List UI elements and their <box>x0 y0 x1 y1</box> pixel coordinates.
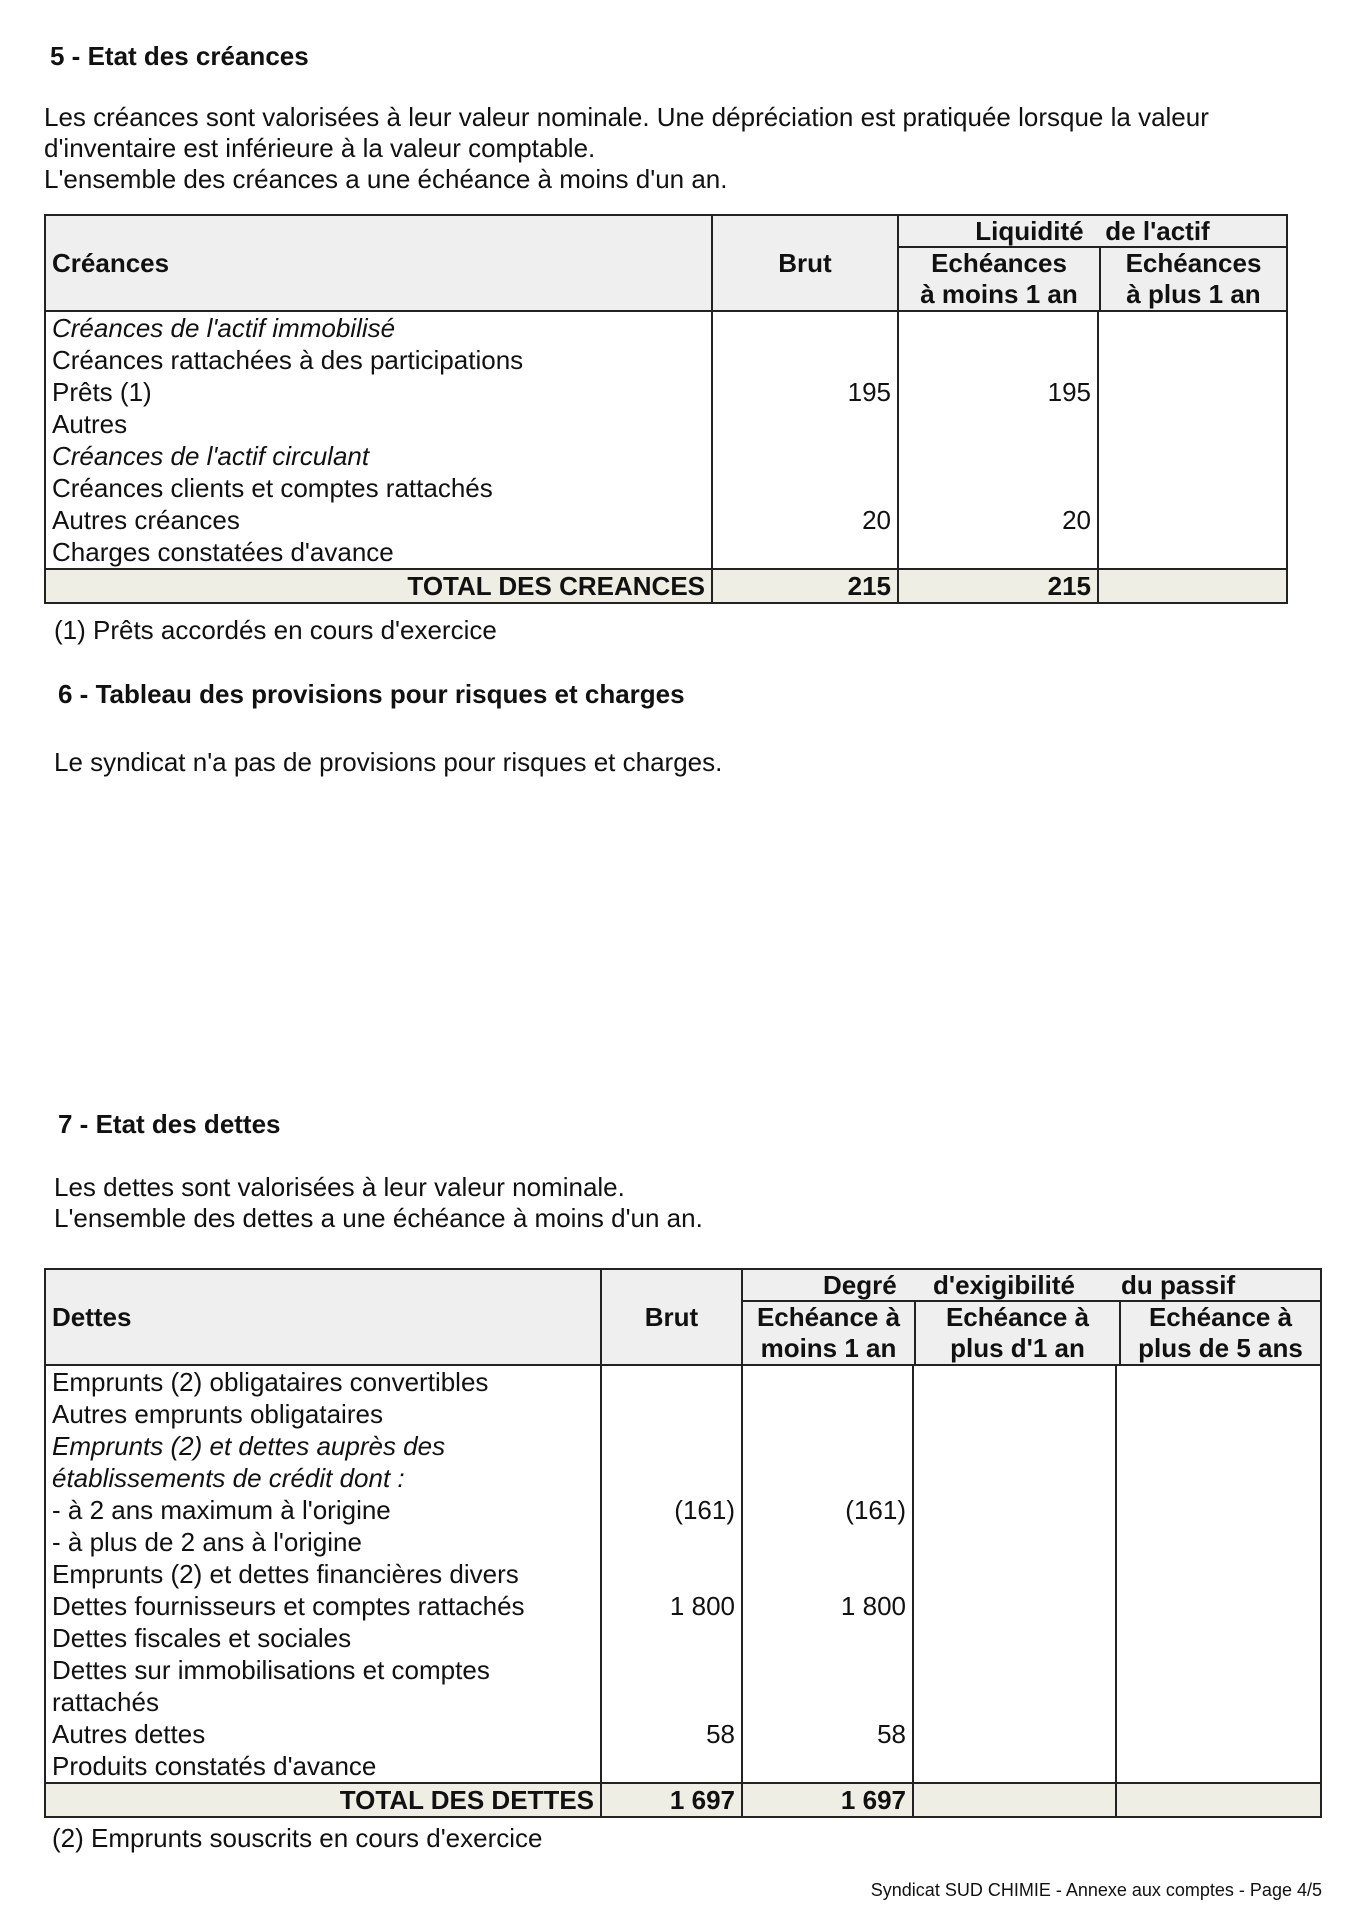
row-value-brut <box>712 311 898 344</box>
row-value-c <box>1116 1526 1321 1558</box>
row-value-b <box>913 1558 1116 1590</box>
row-value-a <box>742 1398 913 1430</box>
table-row <box>45 472 1287 504</box>
header-plus-1-an <box>916 1302 1121 1364</box>
row-value-plus <box>1098 311 1287 344</box>
row-value-a <box>742 1558 913 1590</box>
row-value-b <box>913 1526 1116 1558</box>
table-row <box>45 1622 1321 1654</box>
creances-header-row <box>45 215 1287 311</box>
row-value-a: 1 800 <box>742 1590 913 1622</box>
row-value-b <box>913 1398 1116 1430</box>
table-row <box>45 1558 1321 1590</box>
row-value-moins <box>898 472 1098 504</box>
row-value-b <box>913 1430 1116 1462</box>
total-moins-1-an: 1 697 <box>742 1783 913 1817</box>
row-value-a <box>742 1430 913 1462</box>
table-row <box>45 1494 1321 1526</box>
row-value-a <box>742 1686 913 1718</box>
section-6-text: Le syndicat n'a pas de provisions pour risques et charges. <box>54 747 723 777</box>
header-moins-1-an <box>743 1302 916 1364</box>
header-line: Echéances <box>1125 248 1262 278</box>
row-value-a <box>742 1654 913 1686</box>
table-row <box>45 1718 1321 1750</box>
table-row <box>45 1462 1321 1494</box>
row-value-brut: (161) <box>601 1494 742 1526</box>
exigibilite-word: d'exigibilité <box>933 1270 1075 1300</box>
row-value-b <box>913 1494 1116 1526</box>
row-value-brut <box>712 536 898 569</box>
row-label: - à 2 ans maximum à l'origine <box>45 1494 601 1526</box>
intro-line: L'ensemble des dettes a une échéance à moins d'un an. <box>54 1203 703 1233</box>
row-label: Dettes fournisseurs et comptes rattachés <box>45 1590 601 1622</box>
row-value-brut <box>601 1686 742 1718</box>
row-label: Autres dettes <box>45 1718 601 1750</box>
table-row <box>45 1686 1321 1718</box>
row-label: Charges constatées d'avance <box>45 536 712 569</box>
row-value-plus <box>1098 536 1287 569</box>
dettes-footnote: (2) Emprunts souscrits en cours d'exercice <box>52 1823 543 1853</box>
row-value-c <box>1116 1558 1321 1590</box>
degre-word: Degré <box>823 1270 897 1300</box>
row-value-brut <box>712 472 898 504</box>
header-line: Echéance à <box>756 1302 901 1332</box>
row-label: - à plus de 2 ans à l'origine <box>45 1526 601 1558</box>
row-value-brut <box>601 1526 742 1558</box>
row-value-c <box>1116 1590 1321 1622</box>
total-label: TOTAL DES CREANCES <box>45 569 712 603</box>
exigibilite-subheaders <box>743 1302 1320 1364</box>
row-value-brut <box>601 1462 742 1494</box>
dettes-total-row <box>45 1783 1321 1817</box>
row-value-brut <box>601 1654 742 1686</box>
row-label: Dettes sur immobilisations et comptes <box>45 1654 601 1686</box>
creances-table <box>44 214 1288 604</box>
table-row <box>45 536 1287 569</box>
row-value-a <box>742 1622 913 1654</box>
row-value-c <box>1116 1430 1321 1462</box>
section-5-title: 5 - Etat des créances <box>50 41 309 71</box>
header-moins-1-an <box>899 248 1101 310</box>
liquidite-subheaders <box>899 248 1286 310</box>
header-exigibilite-group <box>742 1269 1321 1365</box>
row-label: rattachés <box>45 1686 601 1718</box>
header-line: Echéance à <box>1148 1302 1293 1332</box>
total-label: TOTAL DES DETTES <box>45 1783 601 1817</box>
table-row <box>45 1526 1321 1558</box>
header-brut: Brut <box>712 215 898 311</box>
table-row <box>45 1398 1321 1430</box>
table-row <box>45 440 1287 472</box>
total-brut: 1 697 <box>601 1783 742 1817</box>
liquidite-label <box>899 216 1286 248</box>
table-row <box>45 1590 1321 1622</box>
total-plus-5-ans <box>1116 1783 1321 1817</box>
row-label: Emprunts (2) et dettes financières divers <box>45 1558 601 1590</box>
row-label: Créances rattachées à des participations <box>45 344 712 376</box>
row-value-brut <box>712 344 898 376</box>
row-value-c <box>1116 1718 1321 1750</box>
row-label: Produits constatés d'avance <box>45 1750 601 1783</box>
row-value-moins <box>898 311 1098 344</box>
row-value-a <box>742 1750 913 1783</box>
row-value-brut <box>601 1430 742 1462</box>
header-creances: Créances <box>45 215 712 311</box>
header-line: à moins 1 an <box>920 279 1078 309</box>
row-label: Créances clients et comptes rattachés <box>45 472 712 504</box>
row-value-b <box>913 1622 1116 1654</box>
row-value-c <box>1116 1750 1321 1783</box>
row-label: Prêts (1) <box>45 376 712 408</box>
row-value-b <box>913 1686 1116 1718</box>
liquidite-word: Liquidité <box>975 216 1084 246</box>
row-label: Créances de l'actif circulant <box>45 440 712 472</box>
row-value-a <box>742 1462 913 1494</box>
row-value-c <box>1116 1494 1321 1526</box>
row-value-plus <box>1098 408 1287 440</box>
row-value-moins <box>898 408 1098 440</box>
passif-word: du passif <box>1121 1270 1236 1300</box>
row-value-plus <box>1098 472 1287 504</box>
creances-footnote: (1) Prêts accordés en cours d'exercice <box>54 615 497 645</box>
table-row <box>45 344 1287 376</box>
section-5-intro <box>44 102 1209 195</box>
total-brut: 215 <box>712 569 898 603</box>
row-value-brut <box>712 408 898 440</box>
row-label: Emprunts (2) et dettes auprès des <box>45 1430 601 1462</box>
total-plus-1-an <box>913 1783 1116 1817</box>
row-value-moins: 20 <box>898 504 1098 536</box>
row-value-a: 58 <box>742 1718 913 1750</box>
row-label: Autres <box>45 408 712 440</box>
intro-line: Les dettes sont valorisées à leur valeur nominale. <box>54 1172 625 1202</box>
row-value-moins: 195 <box>898 376 1098 408</box>
section-7-intro <box>54 1172 703 1234</box>
row-value-b <box>913 1654 1116 1686</box>
creances-total-row <box>45 569 1287 603</box>
row-value-c <box>1116 1654 1321 1686</box>
row-label: Autres emprunts obligataires <box>45 1398 601 1430</box>
actif-word: de l'actif <box>1105 216 1210 246</box>
row-label: Créances de l'actif immobilisé <box>45 311 712 344</box>
row-value-plus <box>1098 440 1287 472</box>
page-footer: Syndicat SUD CHIMIE - Annexe aux comptes - Page 4/5 <box>870 1880 1322 1900</box>
table-row <box>45 504 1287 536</box>
table-row <box>45 311 1287 344</box>
row-value-b <box>913 1590 1116 1622</box>
header-line: à plus 1 an <box>1126 279 1261 309</box>
row-value-brut <box>601 1365 742 1398</box>
row-value-b <box>913 1365 1116 1398</box>
section-6-title: 6 - Tableau des provisions pour risques et charges <box>58 679 685 709</box>
table-row <box>45 376 1287 408</box>
row-label: Dettes fiscales et sociales <box>45 1622 601 1654</box>
row-value-b <box>913 1462 1116 1494</box>
row-value-c <box>1116 1622 1321 1654</box>
header-line: Echéances <box>931 248 1067 278</box>
intro-line: Les créances sont valorisées à leur valeur nominale. Une dépréciation est pratiquée lorsque la valeur <box>44 102 1209 132</box>
section-7-title: 7 - Etat des dettes <box>58 1109 281 1139</box>
intro-line: d'inventaire est inférieure à la valeur comptable. <box>44 133 596 163</box>
row-value-brut <box>712 440 898 472</box>
row-value-plus <box>1098 344 1287 376</box>
row-value-moins <box>898 440 1098 472</box>
row-value-plus <box>1098 376 1287 408</box>
row-value-b <box>913 1718 1116 1750</box>
header-line: Echéance à <box>945 1302 1090 1332</box>
row-value-moins <box>898 536 1098 569</box>
row-value-a <box>742 1526 913 1558</box>
intro-line: L'ensemble des créances a une échéance à moins d'un an. <box>44 164 728 194</box>
row-value-c <box>1116 1462 1321 1494</box>
row-value-a <box>742 1365 913 1398</box>
table-row <box>45 1365 1321 1398</box>
header-dettes: Dettes <box>45 1269 601 1365</box>
row-value-brut: 58 <box>601 1718 742 1750</box>
dettes-header-row <box>45 1269 1321 1365</box>
row-value-brut: 1 800 <box>601 1590 742 1622</box>
row-value-brut <box>601 1398 742 1430</box>
exigibilite-label <box>743 1270 1320 1302</box>
header-line: plus d'1 an <box>950 1333 1085 1363</box>
row-value-c <box>1116 1686 1321 1718</box>
header-liquidite-group <box>898 215 1287 311</box>
table-row <box>45 408 1287 440</box>
header-plus-5-ans <box>1121 1302 1320 1364</box>
row-value-moins <box>898 344 1098 376</box>
table-row <box>45 1750 1321 1783</box>
row-label: Autres créances <box>45 504 712 536</box>
row-label: Emprunts (2) obligataires convertibles <box>45 1365 601 1398</box>
row-value-brut: 195 <box>712 376 898 408</box>
row-value-c <box>1116 1398 1321 1430</box>
table-row <box>45 1430 1321 1462</box>
total-plus-1-an <box>1098 569 1287 603</box>
header-brut: Brut <box>601 1269 742 1365</box>
table-row <box>45 1654 1321 1686</box>
row-value-brut <box>601 1750 742 1783</box>
dettes-table <box>44 1268 1322 1818</box>
header-line: plus de 5 ans <box>1138 1333 1303 1363</box>
row-value-a: (161) <box>742 1494 913 1526</box>
row-value-plus <box>1098 504 1287 536</box>
row-value-brut <box>601 1622 742 1654</box>
total-moins-1-an: 215 <box>898 569 1098 603</box>
row-label: établissements de crédit dont : <box>45 1462 601 1494</box>
row-value-brut <box>601 1558 742 1590</box>
header-line: moins 1 an <box>760 1333 897 1363</box>
row-value-c <box>1116 1365 1321 1398</box>
row-value-b <box>913 1750 1116 1783</box>
row-value-brut: 20 <box>712 504 898 536</box>
header-plus-1-an <box>1101 248 1286 310</box>
